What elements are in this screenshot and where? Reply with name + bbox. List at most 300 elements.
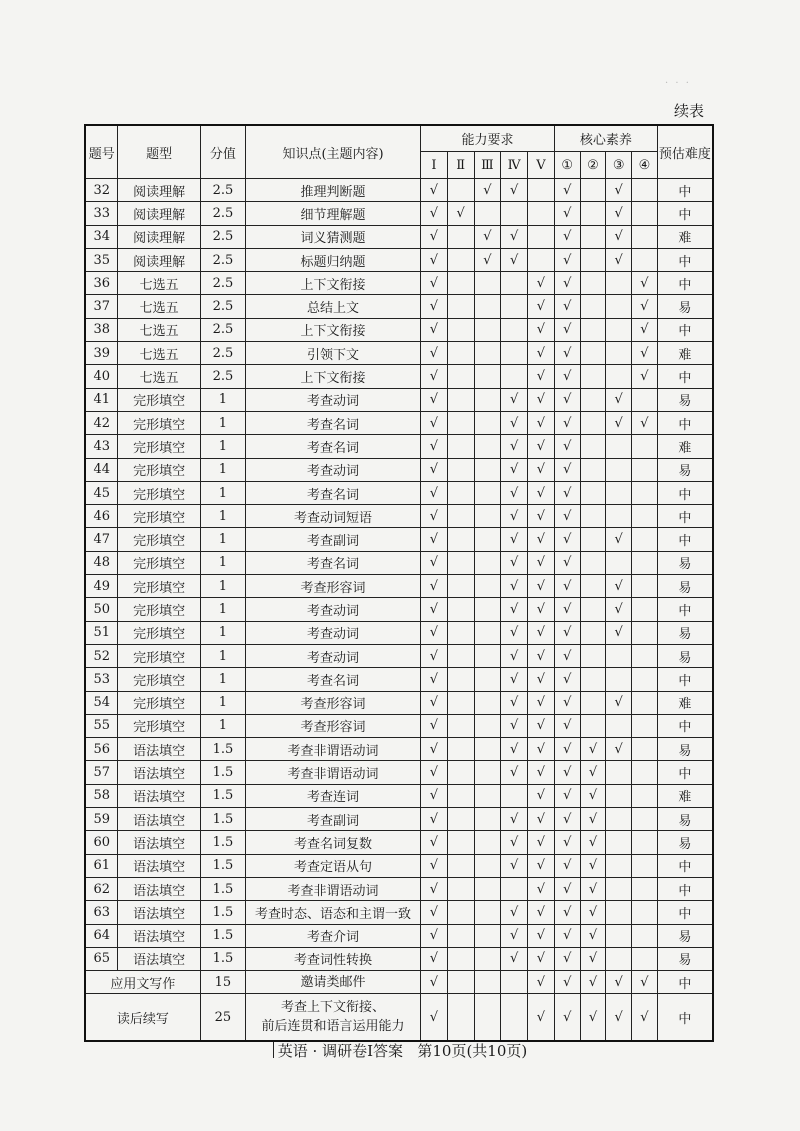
question-type: 完形填空 — [118, 528, 200, 551]
score-value: 1 — [200, 575, 245, 598]
ability-check: √ — [421, 528, 448, 551]
core-check — [580, 342, 606, 365]
question-type: 七选五 — [118, 295, 200, 318]
core-check: √ — [554, 761, 580, 784]
score-value: 2.5 — [200, 365, 245, 388]
ability-check: √ — [501, 411, 528, 434]
score-value: 25 — [200, 994, 245, 1042]
ability-check: √ — [447, 202, 474, 225]
ability-check — [501, 202, 528, 225]
ability-check: √ — [501, 901, 528, 924]
core-check — [632, 388, 658, 411]
knowledge-point: 引领下文 — [246, 342, 421, 365]
difficulty-value: 中 — [657, 248, 713, 271]
page-mark: · · · — [665, 78, 691, 89]
ability-check — [447, 854, 474, 877]
question-number: 35 — [85, 248, 118, 271]
ability-check: √ — [501, 388, 528, 411]
knowledge-line: 邀请类邮件 — [300, 974, 366, 990]
ability-check — [447, 225, 474, 248]
core-check — [606, 901, 632, 924]
core-check — [580, 458, 606, 481]
ability-check — [501, 784, 528, 807]
core-check: √ — [632, 342, 658, 365]
ability-check — [474, 435, 501, 458]
core-check: √ — [606, 179, 632, 202]
ability-check: √ — [528, 621, 555, 644]
ability-check: √ — [474, 225, 501, 248]
knowledge-point: 词义猜测题 — [246, 225, 421, 248]
ability-check — [474, 808, 501, 831]
table-row — [85, 947, 713, 970]
ability-check: √ — [501, 714, 528, 737]
difficulty-value: 中 — [657, 668, 713, 691]
ability-check: √ — [501, 435, 528, 458]
core-check — [580, 481, 606, 504]
core-check — [632, 831, 658, 854]
ability-check — [447, 668, 474, 691]
ability-check: √ — [528, 644, 555, 667]
difficulty-value: 易 — [657, 808, 713, 831]
ability-check: √ — [528, 877, 555, 900]
question-type: 完形填空 — [118, 621, 200, 644]
knowledge-point: 上下文衔接 — [246, 272, 421, 295]
core-check: √ — [606, 738, 632, 761]
score-value: 1 — [200, 621, 245, 644]
knowledge-point: 考查介词 — [246, 924, 421, 947]
table-row — [85, 458, 713, 481]
table-row — [85, 971, 713, 994]
table-row — [85, 575, 713, 598]
difficulty-value: 中 — [657, 901, 713, 924]
question-number: 39 — [85, 342, 118, 365]
question-type: 应用文写作 — [85, 971, 200, 994]
knowledge-point: 上下文衔接 — [246, 365, 421, 388]
core-check: √ — [606, 225, 632, 248]
question-type: 完形填空 — [118, 575, 200, 598]
question-number: 41 — [85, 388, 118, 411]
core-check — [580, 691, 606, 714]
knowledge-point: 考查名词复数 — [246, 831, 421, 854]
core-check — [606, 714, 632, 737]
header-ability-level: Ⅱ — [447, 152, 474, 179]
ability-check — [447, 831, 474, 854]
knowledge-point: 标题归纳题 — [246, 248, 421, 271]
score-value: 2.5 — [200, 248, 245, 271]
page-footer — [0, 1040, 800, 1061]
ability-check — [474, 668, 501, 691]
core-check — [606, 924, 632, 947]
core-check — [632, 877, 658, 900]
header-core-level: ② — [580, 152, 606, 179]
table-row — [85, 272, 713, 295]
ability-check — [447, 714, 474, 737]
ability-check — [447, 784, 474, 807]
difficulty-value: 中 — [657, 761, 713, 784]
ability-check: √ — [528, 994, 555, 1042]
continued-label: 续表 — [674, 102, 705, 120]
ability-check: √ — [421, 691, 448, 714]
knowledge-point: 考查时态、语态和主谓一致 — [246, 901, 421, 924]
question-number: 53 — [85, 668, 118, 691]
knowledge-point — [246, 971, 421, 994]
ability-check — [501, 971, 528, 994]
header-ability-level: Ⅰ — [421, 152, 448, 179]
footer-page: 第10页(共10页) — [417, 1042, 528, 1060]
ability-check: √ — [421, 505, 448, 528]
footer-subject: 英语 — [277, 1042, 308, 1060]
core-check: √ — [554, 272, 580, 295]
ability-check — [447, 994, 474, 1042]
score-value: 1.5 — [200, 924, 245, 947]
core-check — [580, 644, 606, 667]
core-check: √ — [554, 248, 580, 271]
question-number: 38 — [85, 318, 118, 341]
question-type: 完形填空 — [118, 598, 200, 621]
ability-check: √ — [421, 924, 448, 947]
ability-check — [447, 411, 474, 434]
question-type: 完形填空 — [118, 505, 200, 528]
core-check: √ — [554, 621, 580, 644]
difficulty-value: 难 — [657, 342, 713, 365]
knowledge-point: 考查形容词 — [246, 714, 421, 737]
core-check — [606, 365, 632, 388]
table-row — [85, 621, 713, 644]
question-type: 语法填空 — [118, 761, 200, 784]
ability-check: √ — [528, 458, 555, 481]
question-number: 56 — [85, 738, 118, 761]
core-check — [632, 901, 658, 924]
difficulty-value: 中 — [657, 994, 713, 1042]
ability-check: √ — [421, 225, 448, 248]
ability-check: √ — [528, 598, 555, 621]
knowledge-point: 考查动词 — [246, 644, 421, 667]
ability-check: √ — [528, 505, 555, 528]
ability-check: √ — [501, 528, 528, 551]
knowledge-point: 考查名词 — [246, 411, 421, 434]
ability-check — [474, 458, 501, 481]
core-check — [606, 295, 632, 318]
ability-check: √ — [421, 388, 448, 411]
knowledge-line: 考查上下文衔接、 — [281, 1000, 386, 1016]
core-check — [632, 644, 658, 667]
ability-check — [474, 365, 501, 388]
header-difficulty: 预估难度 — [657, 125, 713, 179]
ability-check — [447, 598, 474, 621]
ability-check: √ — [421, 644, 448, 667]
score-value: 1.5 — [200, 808, 245, 831]
ability-check: √ — [528, 318, 555, 341]
table-row — [85, 901, 713, 924]
score-value: 1.5 — [200, 877, 245, 900]
core-check: √ — [554, 365, 580, 388]
core-check — [580, 272, 606, 295]
header-ability-level: Ⅲ — [474, 152, 501, 179]
difficulty-value: 中 — [657, 877, 713, 900]
core-check — [580, 388, 606, 411]
core-check — [632, 924, 658, 947]
knowledge-point: 考查定语从句 — [246, 854, 421, 877]
question-type: 完形填空 — [118, 714, 200, 737]
core-check: √ — [606, 971, 632, 994]
ability-check — [447, 342, 474, 365]
ability-check — [447, 691, 474, 714]
ability-check: √ — [528, 388, 555, 411]
ability-check: √ — [501, 738, 528, 761]
ability-check: √ — [421, 854, 448, 877]
score-value: 2.5 — [200, 295, 245, 318]
ability-check: √ — [421, 435, 448, 458]
core-check — [606, 342, 632, 365]
question-number: 36 — [85, 272, 118, 295]
ability-check — [474, 621, 501, 644]
core-check — [606, 784, 632, 807]
ability-check — [447, 272, 474, 295]
ability-check: √ — [421, 971, 448, 994]
header-knowledge: 知识点(主题内容) — [246, 125, 421, 179]
table-body — [85, 179, 713, 1042]
header-type: 题型 — [118, 125, 200, 179]
core-check: √ — [554, 458, 580, 481]
ability-check: √ — [501, 831, 528, 854]
difficulty-value: 中 — [657, 971, 713, 994]
core-check: √ — [554, 831, 580, 854]
core-check — [580, 714, 606, 737]
ability-check — [501, 318, 528, 341]
core-check: √ — [606, 575, 632, 598]
table-row — [85, 342, 713, 365]
question-number: 64 — [85, 924, 118, 947]
ability-check — [528, 225, 555, 248]
ability-check: √ — [421, 575, 448, 598]
difficulty-value: 难 — [657, 691, 713, 714]
table-row — [85, 668, 713, 691]
core-check — [632, 621, 658, 644]
question-type: 语法填空 — [118, 854, 200, 877]
question-number: 33 — [85, 202, 118, 225]
core-check: √ — [554, 877, 580, 900]
score-value: 1 — [200, 435, 245, 458]
core-check: √ — [632, 272, 658, 295]
score-value: 1.5 — [200, 761, 245, 784]
core-check — [606, 668, 632, 691]
ability-check: √ — [501, 481, 528, 504]
knowledge-point: 考查动词 — [246, 458, 421, 481]
ability-check: √ — [474, 248, 501, 271]
core-check — [632, 714, 658, 737]
core-check: √ — [606, 691, 632, 714]
difficulty-value: 易 — [657, 644, 713, 667]
score-value: 1 — [200, 714, 245, 737]
score-value: 1.5 — [200, 784, 245, 807]
knowledge-point: 考查形容词 — [246, 575, 421, 598]
ability-check — [501, 877, 528, 900]
difficulty-value: 中 — [657, 202, 713, 225]
core-check: √ — [554, 854, 580, 877]
knowledge-point: 考查非谓语动词 — [246, 738, 421, 761]
score-value: 2.5 — [200, 179, 245, 202]
core-check: √ — [580, 947, 606, 970]
difficulty-value: 易 — [657, 551, 713, 574]
core-check: √ — [554, 644, 580, 667]
ability-check — [474, 971, 501, 994]
core-check — [632, 784, 658, 807]
question-number: 40 — [85, 365, 118, 388]
ability-check — [474, 947, 501, 970]
ability-check — [474, 505, 501, 528]
core-check: √ — [580, 924, 606, 947]
score-value: 1.5 — [200, 901, 245, 924]
ability-check — [447, 458, 474, 481]
core-check: √ — [554, 202, 580, 225]
core-check: √ — [632, 994, 658, 1042]
ability-check: √ — [528, 761, 555, 784]
score-value: 15 — [200, 971, 245, 994]
difficulty-value: 易 — [657, 924, 713, 947]
ability-check: √ — [528, 738, 555, 761]
ability-check — [474, 318, 501, 341]
ability-check — [447, 644, 474, 667]
ability-check — [474, 551, 501, 574]
core-check: √ — [580, 761, 606, 784]
question-number: 54 — [85, 691, 118, 714]
ability-check: √ — [528, 272, 555, 295]
table-row — [85, 388, 713, 411]
question-number: 63 — [85, 901, 118, 924]
ability-check — [447, 528, 474, 551]
footer-paper: 调研卷Ⅰ答案 — [322, 1042, 404, 1060]
table-row — [85, 528, 713, 551]
difficulty-value: 中 — [657, 528, 713, 551]
core-check: √ — [554, 598, 580, 621]
table-row — [85, 598, 713, 621]
ability-check: √ — [421, 901, 448, 924]
knowledge-point: 考查非谓语动词 — [246, 761, 421, 784]
core-check — [632, 481, 658, 504]
core-check — [632, 738, 658, 761]
ability-check — [528, 179, 555, 202]
question-number: 59 — [85, 808, 118, 831]
ability-check — [474, 644, 501, 667]
knowledge-point: 考查动词 — [246, 621, 421, 644]
ability-check — [474, 924, 501, 947]
question-number: 46 — [85, 505, 118, 528]
core-check: √ — [554, 994, 580, 1042]
ability-check — [447, 738, 474, 761]
core-check — [580, 598, 606, 621]
ability-check: √ — [528, 668, 555, 691]
core-check — [580, 225, 606, 248]
ability-check: √ — [501, 505, 528, 528]
difficulty-value: 中 — [657, 318, 713, 341]
ability-check: √ — [528, 481, 555, 504]
core-check — [632, 505, 658, 528]
ability-check — [501, 295, 528, 318]
question-type: 阅读理解 — [118, 202, 200, 225]
score-value: 1 — [200, 528, 245, 551]
question-type: 语法填空 — [118, 924, 200, 947]
core-check: √ — [554, 388, 580, 411]
question-type: 语法填空 — [118, 877, 200, 900]
core-check — [632, 248, 658, 271]
core-check: √ — [606, 528, 632, 551]
table-row — [85, 481, 713, 504]
table-row — [85, 691, 713, 714]
difficulty-value: 中 — [657, 505, 713, 528]
core-check — [580, 365, 606, 388]
core-check: √ — [580, 808, 606, 831]
core-check: √ — [554, 924, 580, 947]
score-value: 2.5 — [200, 272, 245, 295]
table-row — [85, 365, 713, 388]
core-check: √ — [554, 575, 580, 598]
score-value: 1 — [200, 411, 245, 434]
question-type: 完形填空 — [118, 551, 200, 574]
ability-check — [474, 854, 501, 877]
ability-check: √ — [501, 551, 528, 574]
question-number: 49 — [85, 575, 118, 598]
ability-check — [447, 179, 474, 202]
ability-check — [528, 202, 555, 225]
header-ability-level: Ⅴ — [528, 152, 555, 179]
ability-check — [447, 318, 474, 341]
knowledge-point: 考查动词 — [246, 598, 421, 621]
ability-check: √ — [528, 971, 555, 994]
ability-check: √ — [528, 714, 555, 737]
table-row — [85, 877, 713, 900]
core-check: √ — [606, 202, 632, 225]
ability-check — [447, 388, 474, 411]
core-check — [580, 295, 606, 318]
table-row — [85, 738, 713, 761]
core-check — [580, 668, 606, 691]
ability-check: √ — [421, 272, 448, 295]
difficulty-value: 中 — [657, 854, 713, 877]
ability-check: √ — [501, 179, 528, 202]
ability-check — [447, 621, 474, 644]
table-row — [85, 179, 713, 202]
question-number: 65 — [85, 947, 118, 970]
ability-check — [447, 877, 474, 900]
header-ability: 能力要求 — [421, 125, 555, 152]
ability-check: √ — [421, 551, 448, 574]
core-check — [580, 435, 606, 458]
core-check — [606, 318, 632, 341]
knowledge-point: 考查名词 — [246, 668, 421, 691]
ability-check — [447, 575, 474, 598]
ability-check: √ — [501, 598, 528, 621]
score-value: 2.5 — [200, 225, 245, 248]
question-number: 55 — [85, 714, 118, 737]
core-check: √ — [554, 481, 580, 504]
ability-check: √ — [528, 924, 555, 947]
ability-check: √ — [421, 202, 448, 225]
core-check: √ — [632, 318, 658, 341]
core-check — [606, 505, 632, 528]
question-type: 完形填空 — [118, 411, 200, 434]
ability-check — [447, 808, 474, 831]
table-row — [85, 435, 713, 458]
ability-check: √ — [501, 668, 528, 691]
table-row — [85, 831, 713, 854]
question-number: 50 — [85, 598, 118, 621]
question-number: 60 — [85, 831, 118, 854]
ability-check: √ — [421, 808, 448, 831]
ability-check: √ — [421, 831, 448, 854]
ability-check: √ — [421, 179, 448, 202]
question-type: 七选五 — [118, 365, 200, 388]
table-row — [85, 318, 713, 341]
